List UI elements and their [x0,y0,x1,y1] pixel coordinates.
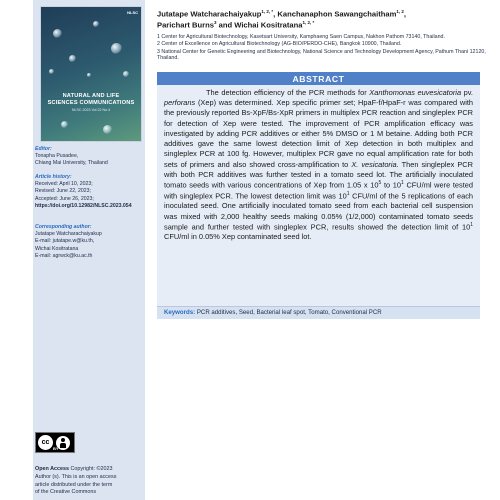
abstract-run: CFU/ml in 0.05% Xep contaminated seed lot. [164,232,312,242]
author-name: Parichart Burns [157,20,214,30]
history-block [35,174,145,210]
history-heading: Article history: [35,174,72,180]
corresponding-heading: Corresponding author: [35,224,92,230]
abstract-heading: ABSTRACT [157,72,480,85]
author-affiliation-sup: 1, 2 [396,9,404,14]
author-name: , Kanchanaphon Sawangchaitham [273,9,397,19]
abstract-run: to 10 [381,180,401,190]
corresponding-block [35,224,145,260]
abstract-run: . Then singleplex PCR with both PCR additives was further tested in a tomato seed lot. The artificially inoculated tomato seeds with various concentrations of Xep from 1.05 x 10 [164,159,473,190]
exponent: 5 [378,179,382,186]
affiliation-item: 3 National Center for Genetic Engineering and Biotechnology, National Science and Technology Development Agency, Pathum Thani 12120, Thailand. [157,48,486,62]
corresponding-email-1[interactable]: E-mail: jutatape.w@ku.th, [35,238,95,245]
species-name: Xanthomonas euvesicatoria [369,88,462,97]
affiliation-item: 2 Center of Excellence on Agricultural Biotechnology (AG-BIO/PERDO-CHE), Bangkok 10900, Thailand. [157,41,402,48]
corresponding-name-2: Wichai Kositratana [35,245,79,252]
history-received: Received: April 10, 2023; [35,181,93,188]
cover-subtitle: NLSC 2023 Vol.22 No.4 [71,108,111,112]
abstract-run: CFU/ml were tested with singleplex PCR. The lowest detection limit was 10 [164,180,473,201]
by-label: BY [53,446,59,451]
cover-title: NATURAL AND LIFE SCIENCES COMMUNICATIONS [47,93,135,106]
open-access-label: Open Access [35,466,69,472]
exponent: 1 [470,221,473,228]
cc-icon: cc [38,435,53,450]
history-revised: Revised: June 22, 2023; [35,188,91,195]
cover-badge: NLSC [127,10,138,15]
copyright-text: Copyright: ©2023 [68,466,113,472]
editor-block [35,146,145,168]
author-affiliation-sup: 1, 2, * [302,20,315,26]
affiliation-item: 1 Center for Agricultural Biotechnology, Kasetsart University, Kamphaeng Saen Campus, Nakhon Pathom 73140, Thailand. [157,34,445,40]
editor-heading: Editor: [35,146,52,152]
author-list: Jutatape Watcharachaiyakup$^{1, 2, *}$, Kanchanaphon Sawangchaitham$^{1, 2}$, Parichart Burns$^3$ and Wichai Kositratana$^{1, 2, *}$ [157,9,407,30]
license-text [35,466,143,497]
abstract-box [157,85,480,306]
keywords-label: Keywords: [164,309,196,316]
editor-affiliation: Chiang Mai University, Thailand [35,160,108,167]
exponent: 1 [346,190,350,197]
abstract-run: The detection efficiency of the PCR methods for [206,88,370,97]
corresponding-email-2[interactable]: E-mail: agrwck@ku.ac.th [35,252,93,259]
exponent: 1 [401,179,404,186]
author-affiliation-sup: 1, 2, * [261,9,274,14]
author-name: and Wichai Kositratana [216,20,303,30]
keywords-box [157,306,480,319]
abstract-run: pv. [461,88,473,97]
abstract-run: CFU/ml of the 5 replications of each inoculated seed. One artificially inoculated tomato seed from each bacterial cell suspension was mixed with 2,000 healthy seeds making 0.05% (1/2,000) contaminated tomato seeds sample and further tested with singleplex PCR, results showed the detection limit of 10 [164,191,474,232]
editor-name: Tonapha Pusadee, [35,153,79,160]
corresponding-name: Jutatape Watcharachaiyakup [35,231,102,238]
author-affiliation-sup: 3 [213,20,217,26]
species-name: X. vesicatoria [351,159,397,169]
doi-link[interactable]: https://doi.org/10.12982/NLSC.2023.054 [35,202,132,209]
keywords-text: PCR additives, Seed, Bacterial leaf spot, Tomato, Conventional PCR [195,309,382,316]
history-accepted: Accepted: June 26, 2023; [35,195,94,202]
cc-by-license-badge[interactable] [35,432,75,453]
abstract-run: (Xep) was determined. Xep specific primer set; HpaF-f/HpaF-r was compared with the previously reported Bs-XpF/Bs-XpR primers in multiplex PCR reaction and singleplex PCR for detection of Xep were tested. The improvement of PCR amplification efficacy was investigated by adding PCR additives or either 5% DMSO or 1 M betaine. Adding both PCR additives gave the same lowest detection limit of Xep detection in both multiplex and singleplex PCR at 100 fg. However, multiplex PCR gave no equal amplification rate for both sets of primers and also showed cross-amplification to [164,98,473,169]
journal-cover-image [40,6,142,142]
affiliation-list [157,34,487,63]
license-line-3: article distributed under the term [35,481,113,488]
abstract-text [164,88,473,243]
author-name: Jutatape Watcharachaiyakup [157,9,262,19]
pathovar-name: perforans [164,98,196,108]
license-line-4: of the Creative Commons [35,489,97,496]
license-line-2: Author (s). This is an open access [35,473,117,480]
